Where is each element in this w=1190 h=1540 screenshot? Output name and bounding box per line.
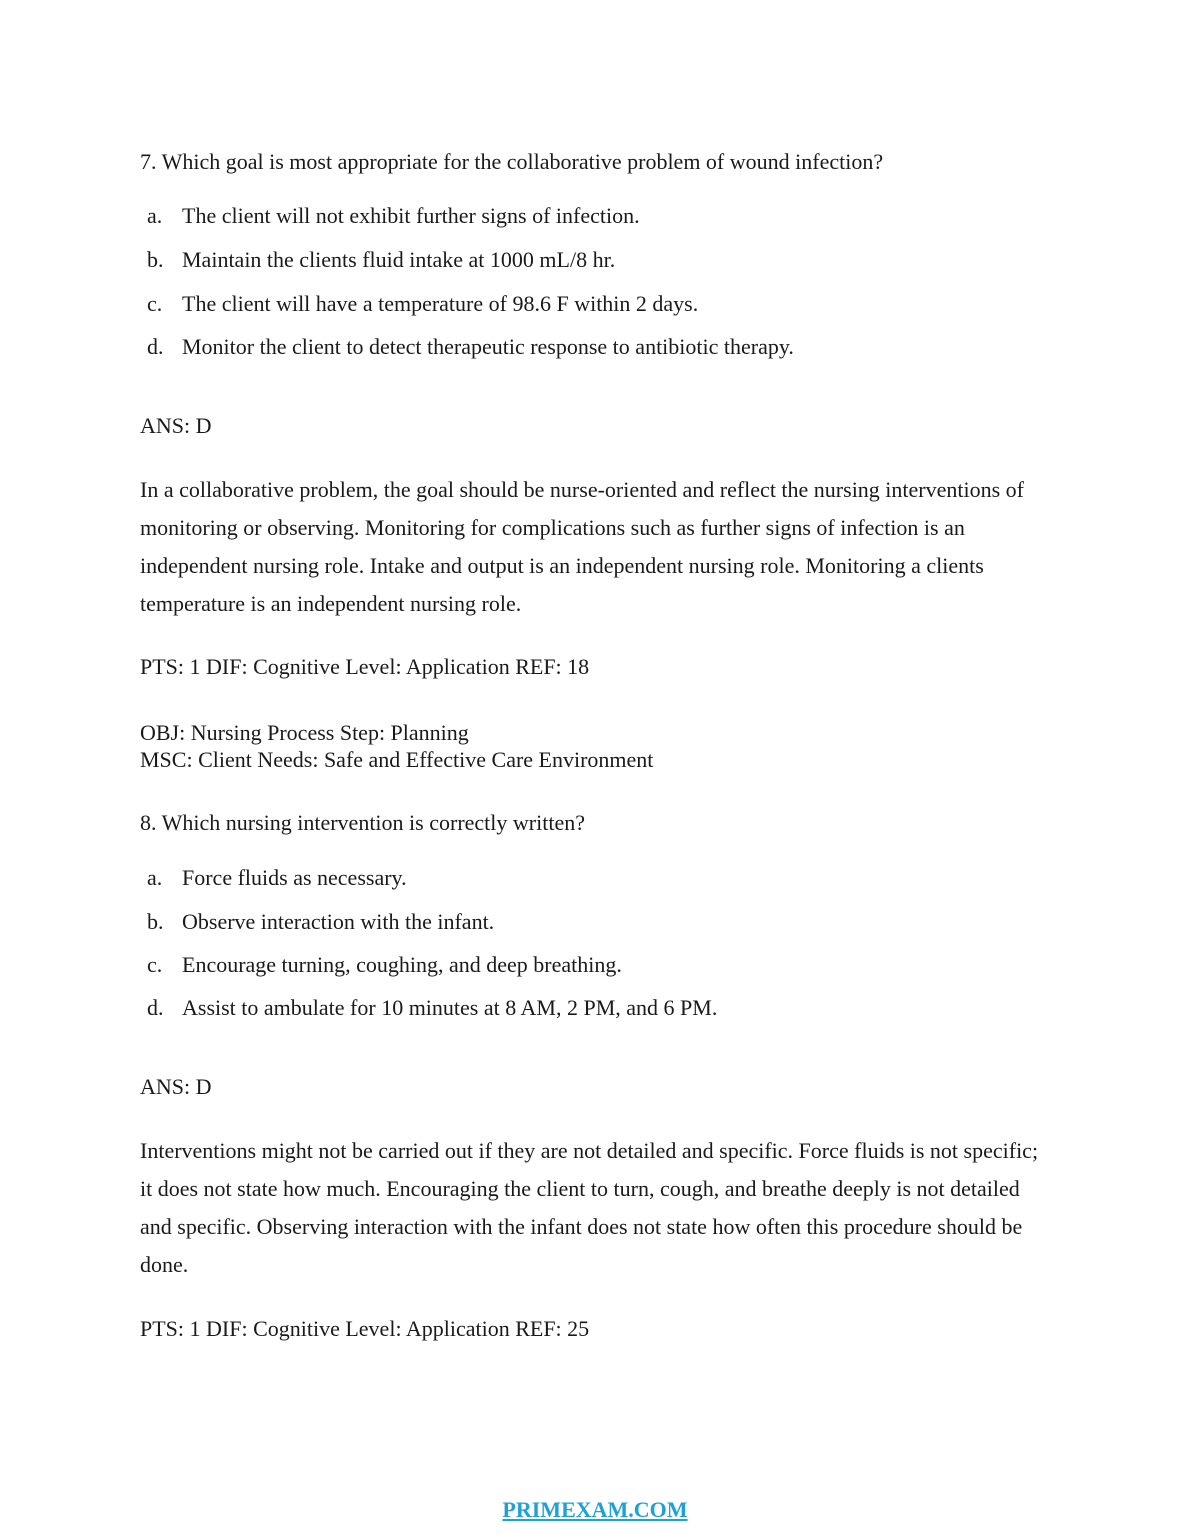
option-text: Observe interaction with the infant. bbox=[182, 909, 495, 934]
question-7-answer: ANS: D bbox=[140, 413, 212, 438]
option-text: Force fluids as necessary. bbox=[182, 865, 407, 890]
option-text: Encourage turning, coughing, and deep breathing. bbox=[182, 952, 622, 977]
option-text: The client will have a temperature of 98.6 F within 2 days. bbox=[182, 291, 699, 316]
question-7-option-c bbox=[147, 291, 698, 317]
question-7-text: 7. Which goal is most appropriate for the collaborative problem of wound infection? bbox=[140, 149, 884, 174]
question-8-answer: ANS: D bbox=[140, 1074, 212, 1099]
question-8-option-d bbox=[147, 995, 717, 1021]
option-text: Monitor the client to detect therapeutic response to antibiotic therapy. bbox=[182, 334, 794, 359]
option-text: Assist to ambulate for 10 minutes at 8 AM, 2 PM, and 6 PM. bbox=[182, 995, 718, 1020]
option-letter: c. bbox=[147, 291, 163, 316]
question-7-option-b bbox=[147, 247, 615, 273]
footer-site-link[interactable]: PRIMEXAM.COM bbox=[502, 1497, 688, 1522]
question-8-option-a bbox=[147, 865, 407, 891]
question-7-msc: MSC: Client Needs: Safe and Effective Care Environment bbox=[140, 747, 654, 772]
question-8-pts: PTS: 1 DIF: Cognitive Level: Application REF: 25 bbox=[140, 1316, 590, 1341]
option-text: Maintain the clients fluid intake at 1000 mL/8 hr. bbox=[182, 247, 616, 272]
question-8-option-b bbox=[147, 909, 494, 935]
question-8-option-c bbox=[147, 952, 622, 978]
option-text: The client will not exhibit further signs of infection. bbox=[182, 203, 640, 228]
option-letter: d. bbox=[147, 334, 164, 359]
question-8-text: 8. Which nursing intervention is correctly written? bbox=[140, 810, 585, 835]
option-letter: a. bbox=[147, 865, 163, 890]
option-letter: d. bbox=[147, 995, 164, 1020]
question-7-obj: OBJ: Nursing Process Step: Planning bbox=[140, 720, 469, 745]
question-7-option-a bbox=[147, 203, 640, 229]
option-letter: b. bbox=[147, 247, 164, 272]
option-letter: a. bbox=[147, 203, 163, 228]
option-letter: c. bbox=[147, 952, 163, 977]
question-7-explanation: In a collaborative problem, the goal should be nurse-oriented and reflect the nursing interventions of monitoring or observing. Monitoring for complications such as further signs of infection is an independent nursing role. Intake and output is an independent nursing role. Monitoring a clients temperature is an independent nursing role. bbox=[140, 477, 1024, 616]
question-8-explanation: Interventions might not be carried out if they are not detailed and specific. Force fluids is not specific; it does not state how much. Encouraging the client to turn, cough, and breathe deeply is not detailed and specific. Observing interaction with the infant does not state how often this procedure should be done. bbox=[140, 1138, 1039, 1277]
question-7-pts: PTS: 1 DIF: Cognitive Level: Application REF: 18 bbox=[140, 654, 590, 679]
option-letter: b. bbox=[147, 909, 164, 934]
question-7-option-d bbox=[147, 334, 794, 360]
